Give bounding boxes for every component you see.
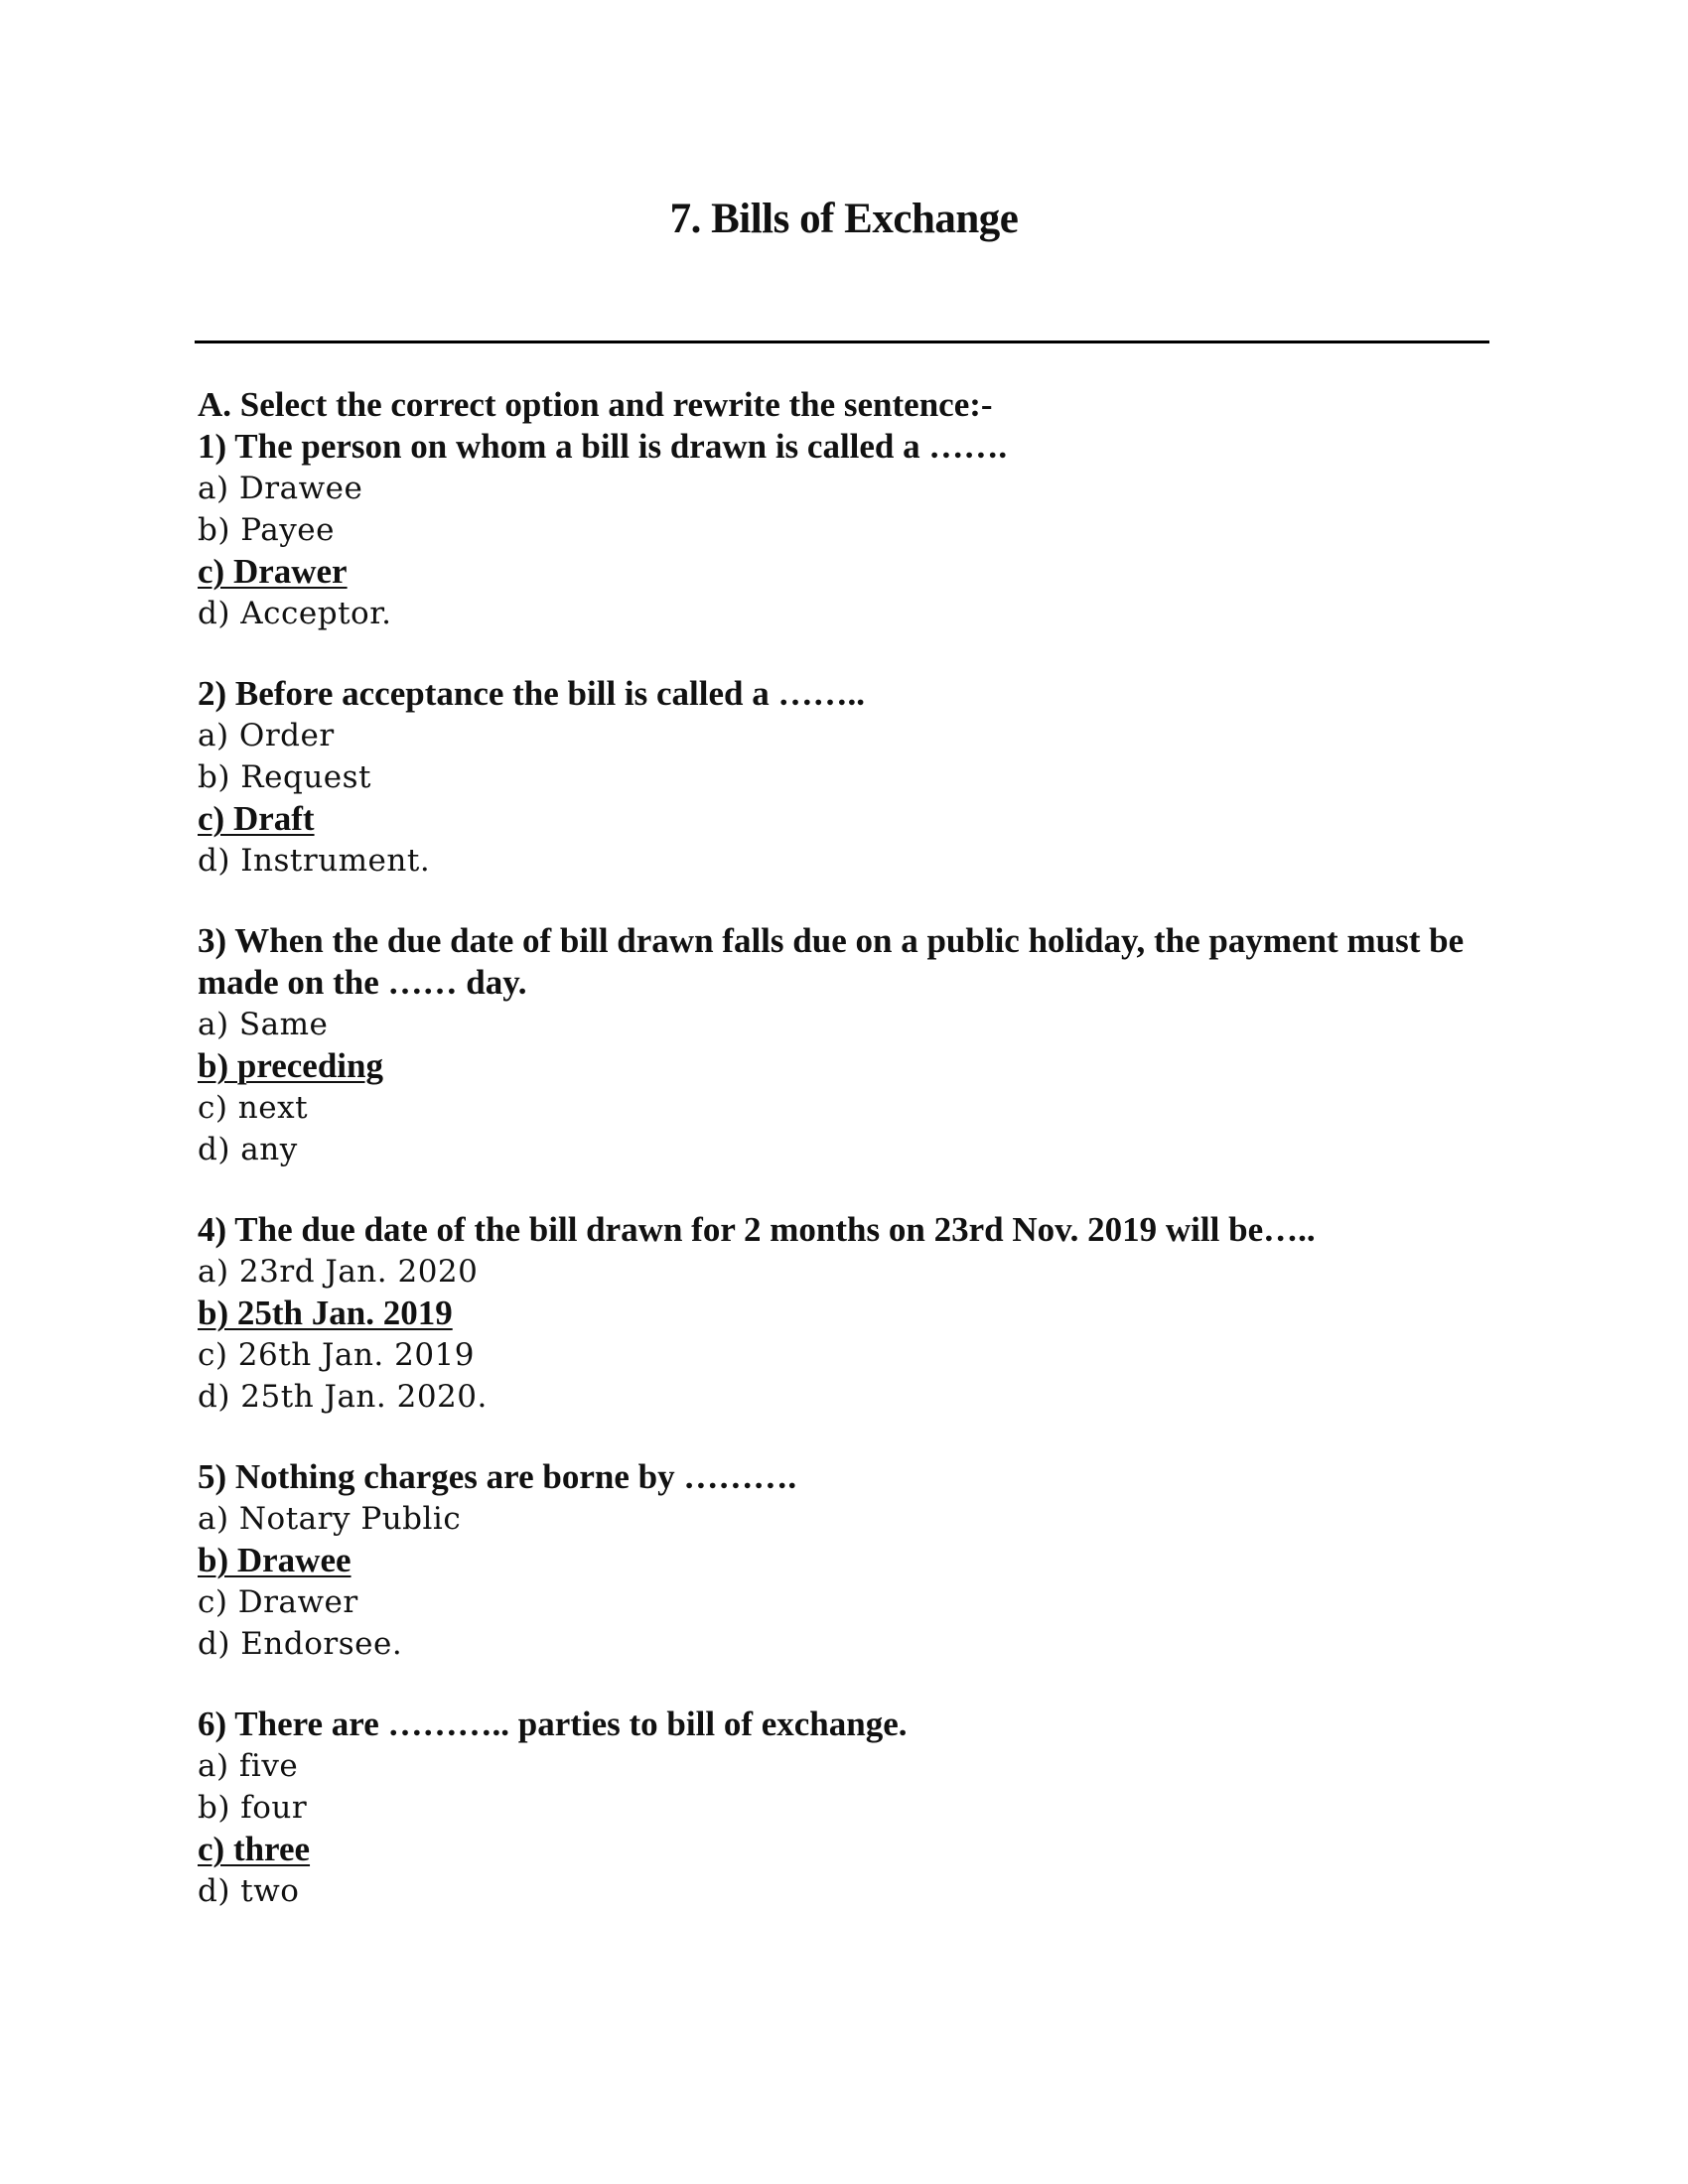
- answer-option: a) Same: [198, 1007, 329, 1042]
- question-spacer: [198, 634, 1488, 673]
- answer-option: a) five: [198, 1748, 299, 1784]
- correct-answer-option: b) preceding: [198, 1046, 383, 1085]
- correct-answer-option: c) Drawer: [198, 552, 348, 591]
- question-item: [198, 920, 1488, 1170]
- question-list: [198, 426, 1488, 1912]
- question-item: [198, 1209, 1488, 1418]
- answer-option: c) Drawer: [198, 1584, 358, 1620]
- question-item: [198, 1704, 1488, 1912]
- question-item: [198, 426, 1488, 634]
- answer-option: d) Instrument.: [198, 843, 431, 879]
- answer-option: d) two: [198, 1873, 300, 1909]
- answer-option: a) Notary Public: [198, 1501, 462, 1537]
- title-divider: [195, 341, 1489, 343]
- answer-option: c) 26th Jan. 2019: [198, 1337, 476, 1373]
- question-spacer: [198, 1665, 1488, 1704]
- correct-answer-option: c) Draft: [198, 799, 315, 838]
- section-heading: A. Select the correct option and rewrite the sentence:-: [198, 385, 993, 424]
- correct-answer-option: b) 25th Jan. 2019: [198, 1294, 453, 1332]
- question-spacer: [198, 882, 1488, 920]
- answer-option: c) next: [198, 1090, 309, 1126]
- question-text: 3) When the due date of bill drawn falls due on a public holiday, the payment must be made on the …… day.: [198, 921, 1465, 1002]
- answer-option: d) 25th Jan. 2020.: [198, 1379, 488, 1415]
- answer-option: a) Drawee: [198, 471, 363, 506]
- question-text: 6) There are ……….. parties to bill of exchange.: [198, 1705, 908, 1743]
- page-title: 7. Bills of Exchange: [669, 196, 1019, 242]
- question-text: 1) The person on whom a bill is drawn is called a …….: [198, 427, 1008, 466]
- answer-option: d) any: [198, 1132, 298, 1167]
- answer-option: a) Order: [198, 718, 335, 753]
- question-item: [198, 1456, 1488, 1665]
- question-text: 4) The due date of the bill drawn for 2 months on 23rd Nov. 2019 will be…..: [198, 1210, 1316, 1249]
- answer-option: b) Request: [198, 759, 372, 795]
- answer-option: b) four: [198, 1790, 308, 1826]
- answer-option: d) Endorsee.: [198, 1626, 403, 1662]
- correct-answer-option: c) three: [198, 1830, 311, 1868]
- question-text: 2) Before acceptance the bill is called a ……..: [198, 674, 866, 713]
- question-spacer: [198, 1418, 1488, 1456]
- question-text: 5) Nothing charges are borne by ……….: [198, 1457, 797, 1496]
- correct-answer-option: b) Drawee: [198, 1541, 352, 1579]
- question-spacer: [198, 1170, 1488, 1209]
- question-section: [198, 384, 1488, 1912]
- answer-option: b) Payee: [198, 512, 335, 548]
- question-item: [198, 673, 1488, 882]
- answer-option: a) 23rd Jan. 2020: [198, 1254, 479, 1290]
- answer-option: d) Acceptor.: [198, 596, 392, 631]
